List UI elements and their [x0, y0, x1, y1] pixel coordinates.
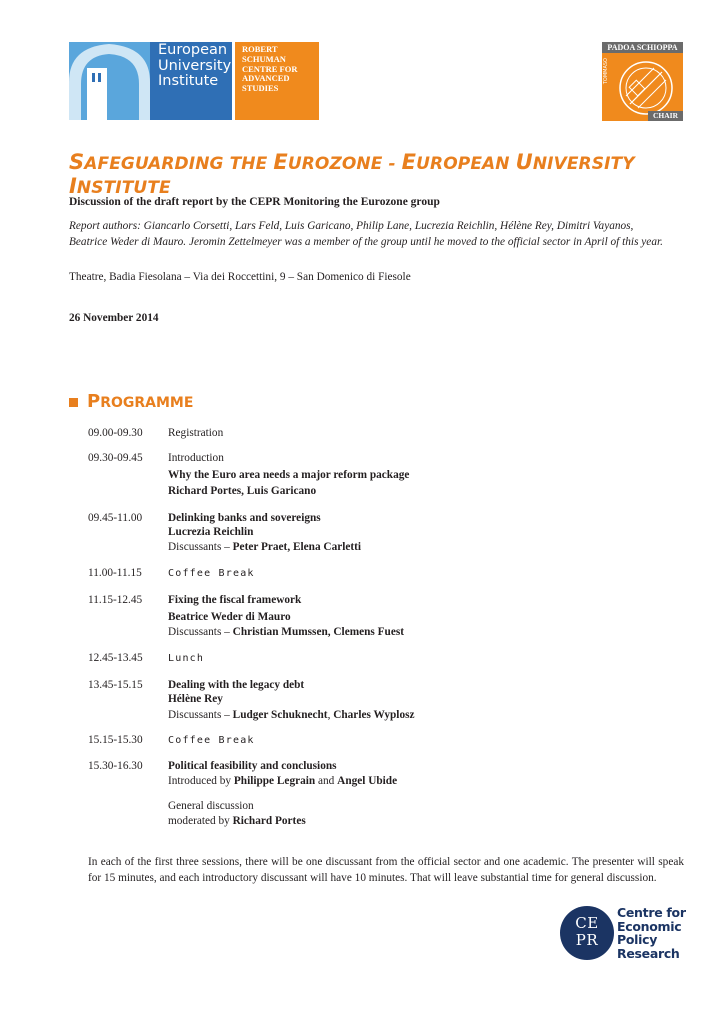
- padoa-logo-side: TOMMASO: [603, 58, 609, 85]
- session-time: 15.15-15.30: [88, 734, 143, 746]
- padoa-logo-bottom: CHAIR: [648, 111, 683, 121]
- eui-tower-icon: [69, 42, 150, 120]
- padoa-logo-top: PADOA SCHIOPPA: [602, 42, 683, 53]
- report-authors: Report authors: Giancarlo Corsetti, Lars Feld, Luis Garicano, Philip Lane, Lucrezia Reichlin, Hélène Rey, Dimitri Vayanos, Beatrice Weder di Mauro. Jeromin Zettelmeyer was a member of the group until he moved to the official sector in April of this year.: [69, 220, 663, 248]
- session-speakers: Introduced by Philippe Legrain and Angel Ubide: [168, 775, 398, 787]
- padoa-schioppa-logo: [602, 42, 683, 121]
- square-bullet-icon: [69, 398, 78, 407]
- event-date: 26 November 2014: [69, 312, 159, 324]
- session-speakers: Hélène Rey: [168, 693, 223, 705]
- session-time: 13.45-15.15: [88, 679, 143, 691]
- session-discussants: Discussants – Christian Mumssen, Clemens Fuest: [168, 626, 404, 638]
- footer-note: In each of the first three sessions, there will be one discussant from the official sector and one academic. The presenter will speak for 15 minutes, and each introductory discussant will have 10 minutes. That will leave substantial time for general discussion.: [88, 856, 684, 884]
- subtitle: Discussion of the draft report by the CEPR Monitoring the Eurozone group: [69, 196, 440, 208]
- session-title: Fixing the fiscal framework: [168, 594, 302, 606]
- session-break: Coffee Break: [168, 568, 255, 579]
- session-time: 11.15-12.45: [88, 594, 143, 606]
- cepr-logo-mark-text: CE PR: [575, 914, 599, 949]
- session-time: 09.30-09.45: [88, 452, 143, 464]
- eui-logo-text: European University Institute: [158, 42, 232, 89]
- session-title: Registration: [168, 427, 224, 439]
- session-title: Dealing with the legacy debt: [168, 679, 305, 691]
- venue: Theatre, Badia Fiesolana – Via dei Roccettini, 9 – San Domenico di Fiesole: [69, 271, 411, 283]
- session-title: Introduction: [168, 452, 224, 464]
- general-discussion: General discussion: [168, 800, 254, 812]
- session-speakers: Richard Portes, Luis Garicano: [168, 485, 317, 497]
- padoa-emblem-icon: [602, 42, 683, 121]
- page-title: SAFEGUARDING THE EUROZONE - EUROPEAN UNIVERSITY INSTITUTE: [69, 150, 635, 198]
- session-time: 09.00-09.30: [88, 427, 143, 439]
- session-speakers: Beatrice Weder di Mauro: [168, 611, 291, 623]
- programme-heading: PROGRAMME: [87, 391, 194, 412]
- session-speakers: Lucrezia Reichlin: [168, 526, 254, 538]
- session-time: 15.30-16.30: [88, 760, 143, 772]
- session-time: 09.45-11.00: [88, 512, 143, 524]
- session-discussants: Discussants – Ludger Schuknecht, Charles Wyplosz: [168, 709, 415, 721]
- session-break: Lunch: [168, 653, 205, 664]
- session-time: 12.45-13.45: [88, 652, 143, 664]
- session-time: 11.00-11.15: [88, 567, 142, 579]
- session-discussants: Discussants – Peter Praet, Elena Carletti: [168, 541, 362, 553]
- rsc-logo-text: ROBERT SCHUMAN CENTRE FOR ADVANCED STUDIES: [242, 44, 298, 94]
- session-title: Political feasibility and conclusions: [168, 760, 337, 772]
- cepr-logo-name: Centre for Economic Policy Research: [617, 905, 686, 961]
- session-break: Coffee Break: [168, 735, 255, 746]
- session-title: Delinking banks and sovereigns: [168, 512, 321, 524]
- moderator: moderated by Richard Portes: [168, 815, 306, 827]
- session-topic: Why the Euro area needs a major reform package: [168, 469, 410, 481]
